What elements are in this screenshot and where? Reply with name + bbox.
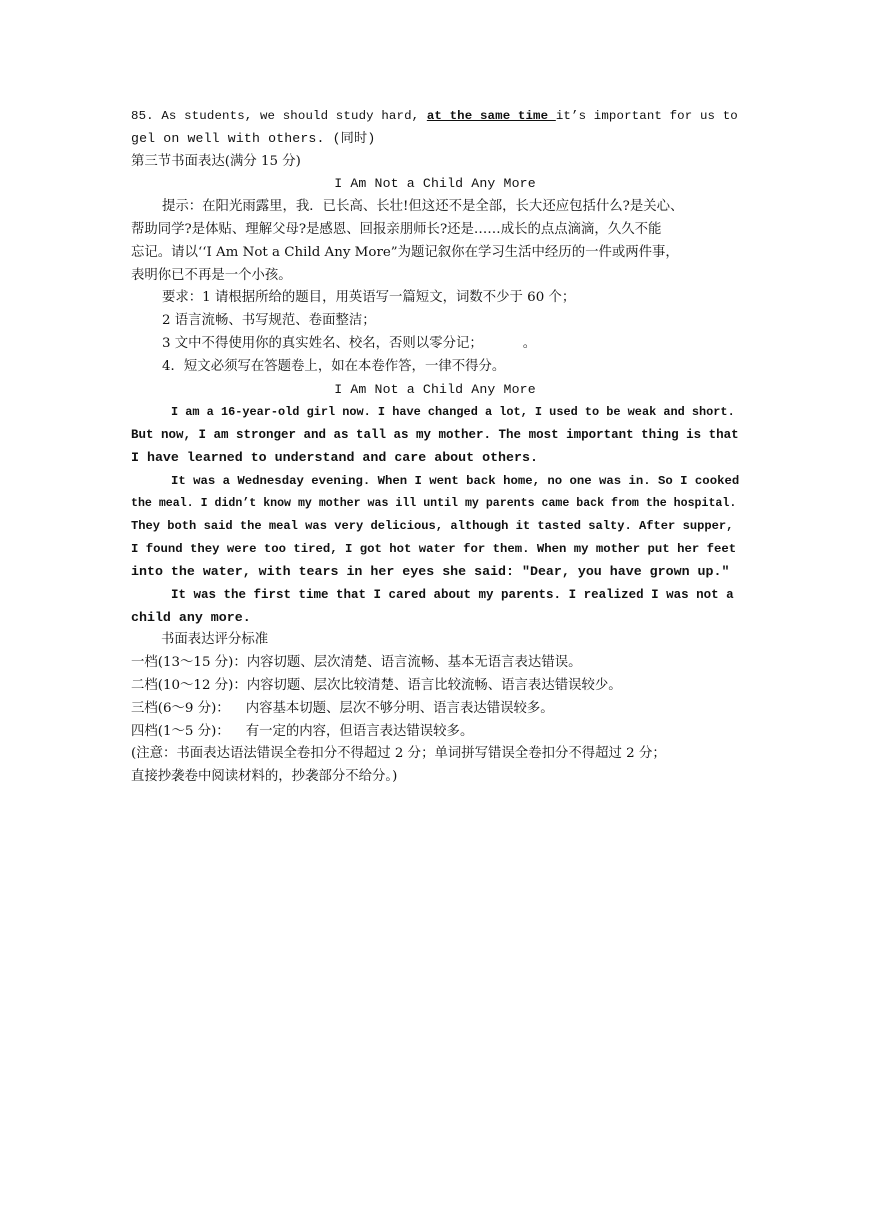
model-p2-line-4: I found they were too tired, I got hot water for them. When my mother put her feet [131,542,737,557]
document-page [131,105,739,789]
criteria-note-line-2: 直接抄袭卷中阅读材料的，抄袭部分不给分。) [131,769,398,785]
model-p3-line-1: It was the first time that I cared about my parents. I realized I was not a [171,587,734,602]
model-p1-line-2: But now, I am stronger and as tall as my mother. The most important thing is that [131,428,739,443]
essay-title: I Am Not a Child Any More [334,176,536,192]
criteria-grade-4-label: 四档(1～5 分)： [131,723,230,739]
criteria-grade-3-text: 内容基本切题、层次不够分明、语言表达错误较多。 [245,700,554,716]
prompt-line-2: 帮助同学?是体贴、理解父母?是感恩、回报亲朋师长?还是……成长的点点滴滴，久久不能 [131,221,662,237]
requirement-4: 4．短文必须写在答题卷上，如在本卷作答，一律不得分。 [162,358,506,374]
requirement-3 [131,333,739,356]
model-p2-line-5: into the water, with tears in her eyes she said: ″Dear, you have grown up.″ [131,563,730,579]
model-p1-line-3: I have learned to understand and care about others. [131,449,538,465]
question-85-text-tail: it’s important for us to [555,109,738,123]
criteria-grade-3 [131,698,739,721]
question-85-line-1 [131,105,739,128]
model-p3-line-2: child any more. [131,609,251,625]
model-p2-line-2: the meal. I didn’t know my mother was ill until my parents came back from the hospital. [131,496,737,510]
model-essay-title: I Am Not a Child Any More [334,381,536,397]
model-p2-line-3: They both said the meal was very delicious, although it tasted salty. After supper, [131,519,734,534]
criteria-grade-2: 二档(10～12 分)：内容切题、层次比较清楚、语言比较流畅、语言表达错误较少。 [131,677,622,693]
criteria-note-line-1: (注意：书面表达语法错误全卷扣分不得超过 2 分；单词拼写错误全卷扣分不得超过 2 分； [131,746,666,762]
criteria-title: 书面表达评分标准 [161,632,269,648]
requirement-1: 要求：1 请根据所给的题目，用英语写一篇短文，词数不少于 60 个； [162,290,576,306]
requirement-2: 2 语言流畅、书写规范、卷面整洁； [162,313,376,329]
model-p1-line-1: I am a 16-year-old girl now. I have changed a lot, I used to be weak and short. [171,405,735,420]
question-85-answer: at the same time [426,109,556,123]
criteria-grade-4-text: 有一定的内容，但语言表达错误较多。 [245,723,474,739]
question-85-line-2: gel on well with others. (同时) [131,130,376,146]
question-85-text: 85. As students, we should study hard, [131,109,427,123]
requirement-3-text: 3 文中不得使用你的真实姓名、校名，否则以零分记； [162,335,483,351]
model-p2-line-1: It was a Wednesday evening. When I went back home, no one was in. So I cooked [171,473,739,488]
criteria-grade-1: 一档(13～15 分)：内容切题、层次清楚、语言流畅、基本无语言表达错误。 [131,655,582,671]
criteria-grade-4 [131,721,739,744]
criteria-grade-3-label: 三档(6～9 分)： [131,700,230,716]
requirement-3-tail: 。 [522,335,537,351]
prompt-line-1: 提示：在阳光雨露里，我．已长高、长壮!但这还不是全部，长大还应包括什么?是关心、 [162,199,684,215]
prompt-line-4: 表明你已不再是一个小孩。 [131,267,292,283]
prompt-line-3: 忘记。请以‘‘I Am Not a Child Any More”为题记叙你在学习生活中经历的一件或两件事， [131,244,679,260]
section-title: 第三节书面表达(满分 15 分) [131,153,301,169]
